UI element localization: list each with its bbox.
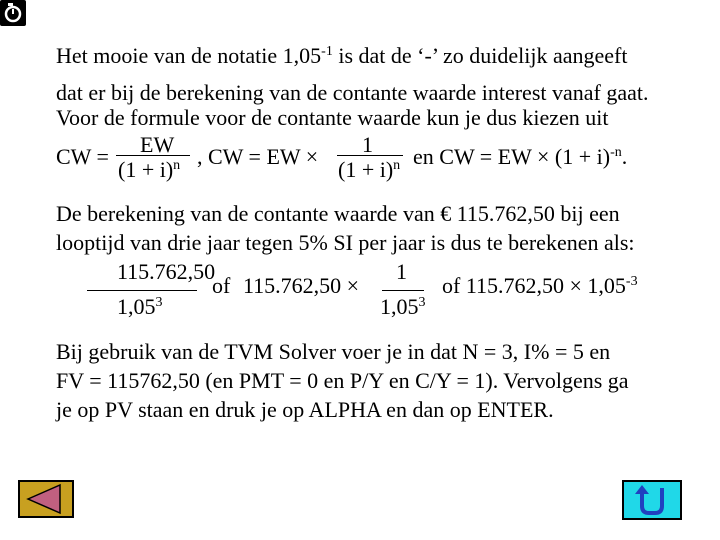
formula-mid: 115.762,50 × (243, 273, 360, 298)
text-line: De berekening van de contante waarde van € 115.762,50 bij een (56, 201, 620, 226)
fraction-denominator: $(1 + i)^n$ (338, 157, 401, 182)
fraction-bar (87, 290, 197, 291)
fraction-denominator: 1,05$^3$ (117, 294, 163, 319)
return-button[interactable] (622, 480, 682, 520)
return-arrow-icon (624, 505, 680, 522)
text-line: je op PV staan en druk je op ALPHA en dan op ENTER. (56, 397, 554, 422)
text-line: FV = 115762,50 (en PMT = 0 en P/Y en C/Y = 1). Vervolgens ga (56, 368, 629, 393)
text-line: dat er bij de berekening van de contante waarde interest vanaf gaat. (56, 80, 649, 105)
fraction-numerator: 115.762,50 (117, 259, 216, 284)
text-line: Voor de formule voor de contante waarde kun je dus kiezen uit (56, 105, 609, 130)
left-arrow-icon (20, 503, 72, 520)
formula-lhs: CW = (56, 144, 109, 169)
formula-tail: of $115.762,50 \times 1,05^{-3}$ (442, 273, 638, 298)
fraction-bar (382, 290, 424, 291)
fraction-numerator: 1 (362, 132, 373, 157)
fraction-numerator: 1 (396, 259, 407, 284)
fraction-denominator: $(1 + i)^n$ (118, 157, 181, 182)
text-line: looptijd van drie jaar tegen 5% SI per jaar is dus te berekenen als: (56, 230, 635, 255)
fraction-denominator: 1,05$^3$ (380, 294, 426, 319)
fraction-bar (337, 155, 403, 156)
formula-mid: , CW = EW × (197, 144, 319, 169)
fraction-bar (116, 155, 190, 156)
text-line: Het mooie van de notatie $1,05^{-1}$ is dat de ‘-’ zo duidelijk aangeeft (56, 43, 628, 68)
fraction-numerator: EW (140, 132, 175, 157)
text-line: Bij gebruik van de TVM Solver voer je in dat N = 3, I% = 5 en (56, 339, 611, 364)
previous-button[interactable] (18, 480, 74, 518)
formula-tail: en CW = EW × $(1 + i)^{-n}$. (413, 144, 628, 169)
timer-icon (0, 0, 26, 26)
of-label: of (212, 273, 231, 298)
